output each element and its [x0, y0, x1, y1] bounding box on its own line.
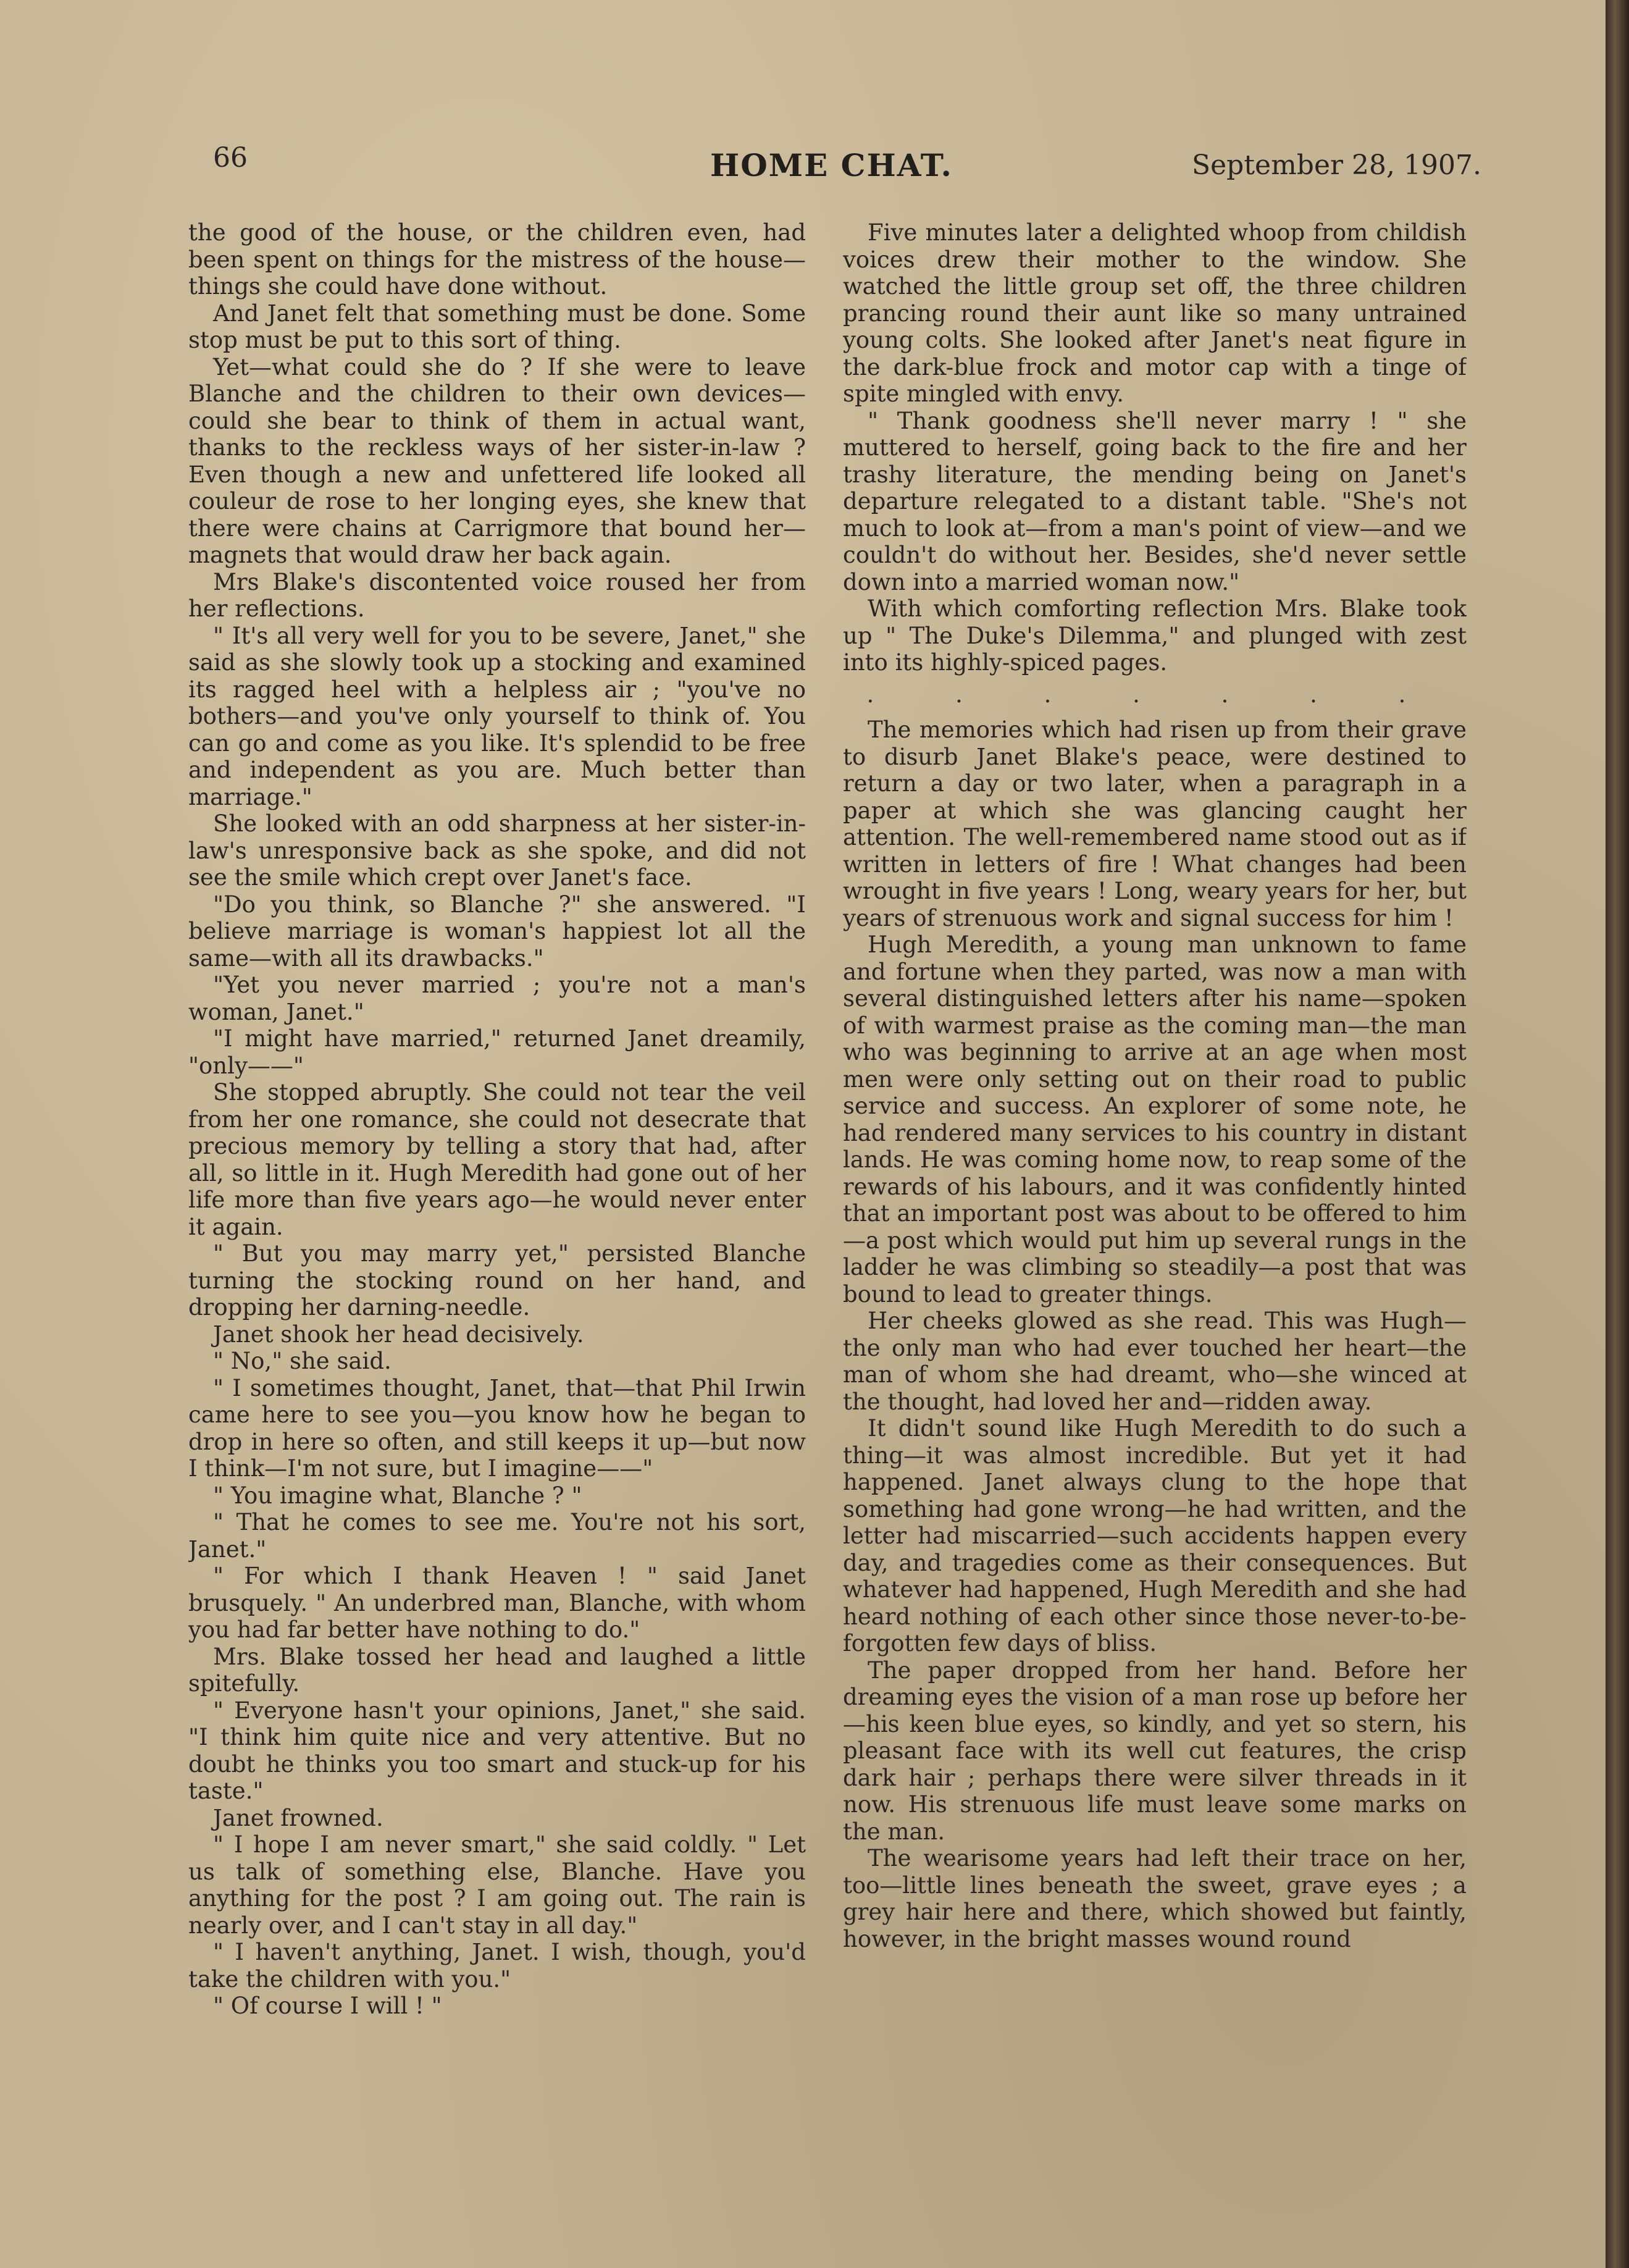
paragraph: " I sometimes thought, Janet, that—that Phil Irwin came here to see you—you know how he began to drop in here so often, and still keeps it up—but now I think—I'm not sure, but I imagine——"	[188, 1374, 806, 1482]
paragraph: Hugh Meredith, a young man unknown to fame and fortune when they parted, was now a man with several distinguished letters after his name—spoken of with warmest praise as the coming man—the man who was beginning to arrive at an age when most men were only setting out on their road to public service and success. An explorer of some note, he had rendered many services to his country in distant lands. He was coming home now, to reap some of the rewards of his labours, and it was confidently hinted that an important post was about to be offered to him—a post which would put him up several rungs in the ladder he was climbing so steadily—a post that was bound to lead to greater things.	[843, 931, 1467, 1308]
paragraph: " It's all very well for you to be severe, Janet," she said as she slowly took up a stocking and examined its ragged heel with a helpless air ; "you've no bothers—and you've only yourself to think of. You can go and come as you like. It's splendid to be free and independent as you are. Much better than marriage."	[188, 622, 806, 810]
paragraph: " Of course I will ! "	[213, 1993, 442, 2019]
paragraph: Yet—what could she do ? If she were to leave Blanche and the children to their own devices—could she bear to think of them in actual want, thanks to the reckless ways of her sister-in-law ? Even though a new and unfettered life looked all couleur de rose to her longing eyes, she knew that there were chains at Carrigmore that bound her—magnets that would draw her back again.	[188, 353, 806, 568]
paragraph: Janet frowned.	[213, 1804, 383, 1831]
publication-title: HOME CHAT.	[710, 147, 953, 183]
paragraph: " No," she said.	[213, 1348, 392, 1374]
paragraph: Mrs Blake's discontented voice roused her from her reflections.	[188, 568, 806, 622]
paragraph: She looked with an odd sharpness at her sister-in-law's unresponsive back as she spoke, and did not see the smile which crept over Janet's face.	[188, 810, 806, 891]
paragraph: Mrs. Blake tossed her head and laughed a little spitefully.	[188, 1643, 806, 1697]
section-break: . . . . . . .	[866, 681, 1443, 708]
left-column	[188, 219, 806, 2072]
paragraph: The paper dropped from her hand. Before her dreaming eyes the vision of a man rose up before her—his keen blue eyes, so kindly, and yet so stern, his pleasant face with its well cut features, the crisp dark hair ; perhaps there were silver threads in it now. His strenuous life must leave some marks on the man.	[843, 1657, 1467, 1845]
paragraph: "Yet you never married ; you're not a man's woman, Janet."	[188, 972, 806, 1025]
paragraph: It didn't sound like Hugh Meredith to do such a thing—it was almost incredible. But yet it had happened. Janet always clung to the hope that something had gone wrong—he had written, and the letter had miscarried—such accidents happen every day, and tragedies come as their consequences. But whatever had happened, Hugh Meredith and she had heard nothing of each other since those never-to-be-forgotten few days of bliss.	[843, 1415, 1467, 1657]
paragraph: "Do you think, so Blanche ?" she answered. "I believe marriage is woman's happiest lot all the same—with all its drawbacks."	[188, 891, 806, 972]
paragraph: Janet shook her head decisively.	[213, 1321, 584, 1348]
paragraph: " But you may marry yet," persisted Blanche turning the stocking round on her hand, and dropping her darning-needle.	[188, 1240, 806, 1321]
paragraph: " You imagine what, Blanche ? "	[213, 1482, 582, 1509]
issue-date: September 28, 1907.	[1192, 149, 1481, 181]
paragraph: The memories which had risen up from their grave to disurb Janet Blake's peace, were destined to return a day or two later, when a paragraph in a paper at which she was glancing caught her attention. The well-remembered name stood out as if written in letters of fire ! What changes had been wrought in five years ! Long, weary years for her, but years of strenuous work and signal success for him !	[843, 716, 1467, 931]
paragraph: " I haven't anything, Janet. I wish, though, you'd take the children with you."	[188, 1939, 806, 1993]
paragraph: And Janet felt that something must be done. Some stop must be put to this sort of thing.	[188, 300, 806, 353]
paragraph: Five minutes later a delighted whoop from childish voices drew their mother to the window. She watched the little group set off, the three children prancing round their aunt like so many untrained young colts. She looked after Janet's neat figure in the dark-blue frock and motor cap with a tinge of spite mingled with envy.	[843, 219, 1467, 407]
page-header	[0, 142, 1606, 198]
paragraph: She stopped abruptly. She could not tear the veil from her one romance, she could not desecrate that precious memory by telling a story that had, after all, so little in it. Hugh Meredith had gone out of her life more than five years ago—he would never enter it again.	[188, 1079, 806, 1240]
paragraph: " That he comes to see me. You're not his sort, Janet."	[188, 1509, 806, 1563]
paragraph: " I hope I am never smart," she said coldly. " Let us talk of something else, Blanche. Have you anything for the post ? I am going out. The rain is nearly over, and I can't stay in all day."	[188, 1831, 806, 1939]
paragraph: Her cheeks glowed as she read. This was Hugh—the only man who had ever touched her heart—the man of whom she had dreamt, who—she winced at the thought, had loved her and—ridden away.	[843, 1308, 1467, 1415]
paragraph: " Thank goodness she'll never marry ! " she muttered to herself, going back to the fire and her trashy literature, the mending being on Janet's departure relegated to a distant table. "She's not much to look at—from a man's point of view—and we couldn't do without her. Besides, she'd never settle down into a married woman now."	[843, 407, 1467, 595]
paragraph: " Everyone hasn't your opinions, Janet," she said. "I think him quite nice and very attentive. But no doubt he thinks you too smart and stuck-up for his taste."	[188, 1697, 806, 1804]
right-column	[843, 219, 1467, 2072]
paragraph: The wearisome years had left their trace on her, too—little lines beneath the sweet, grave eyes ; a grey hair here and there, which showed but faintly, however, in the bright masses wound round	[843, 1845, 1467, 1952]
page-number: 66	[213, 142, 248, 174]
paragraph: "I might have married," returned Janet dreamily, "only——"	[188, 1025, 806, 1079]
paragraph: With which comforting reflection Mrs. Blake took up " The Duke's Dilemma," and plunged with zest into its highly-spiced pages.	[843, 595, 1467, 676]
page-edge-binding	[1606, 0, 1629, 2268]
paragraph: the good of the house, or the children even, had been spent on things for the mistress of the house—things she could have done without.	[188, 219, 806, 300]
paragraph: " For which I thank Heaven ! " said Janet brusquely. " An underbred man, Blanche, with whom you had far better have nothing to do."	[188, 1563, 806, 1643]
